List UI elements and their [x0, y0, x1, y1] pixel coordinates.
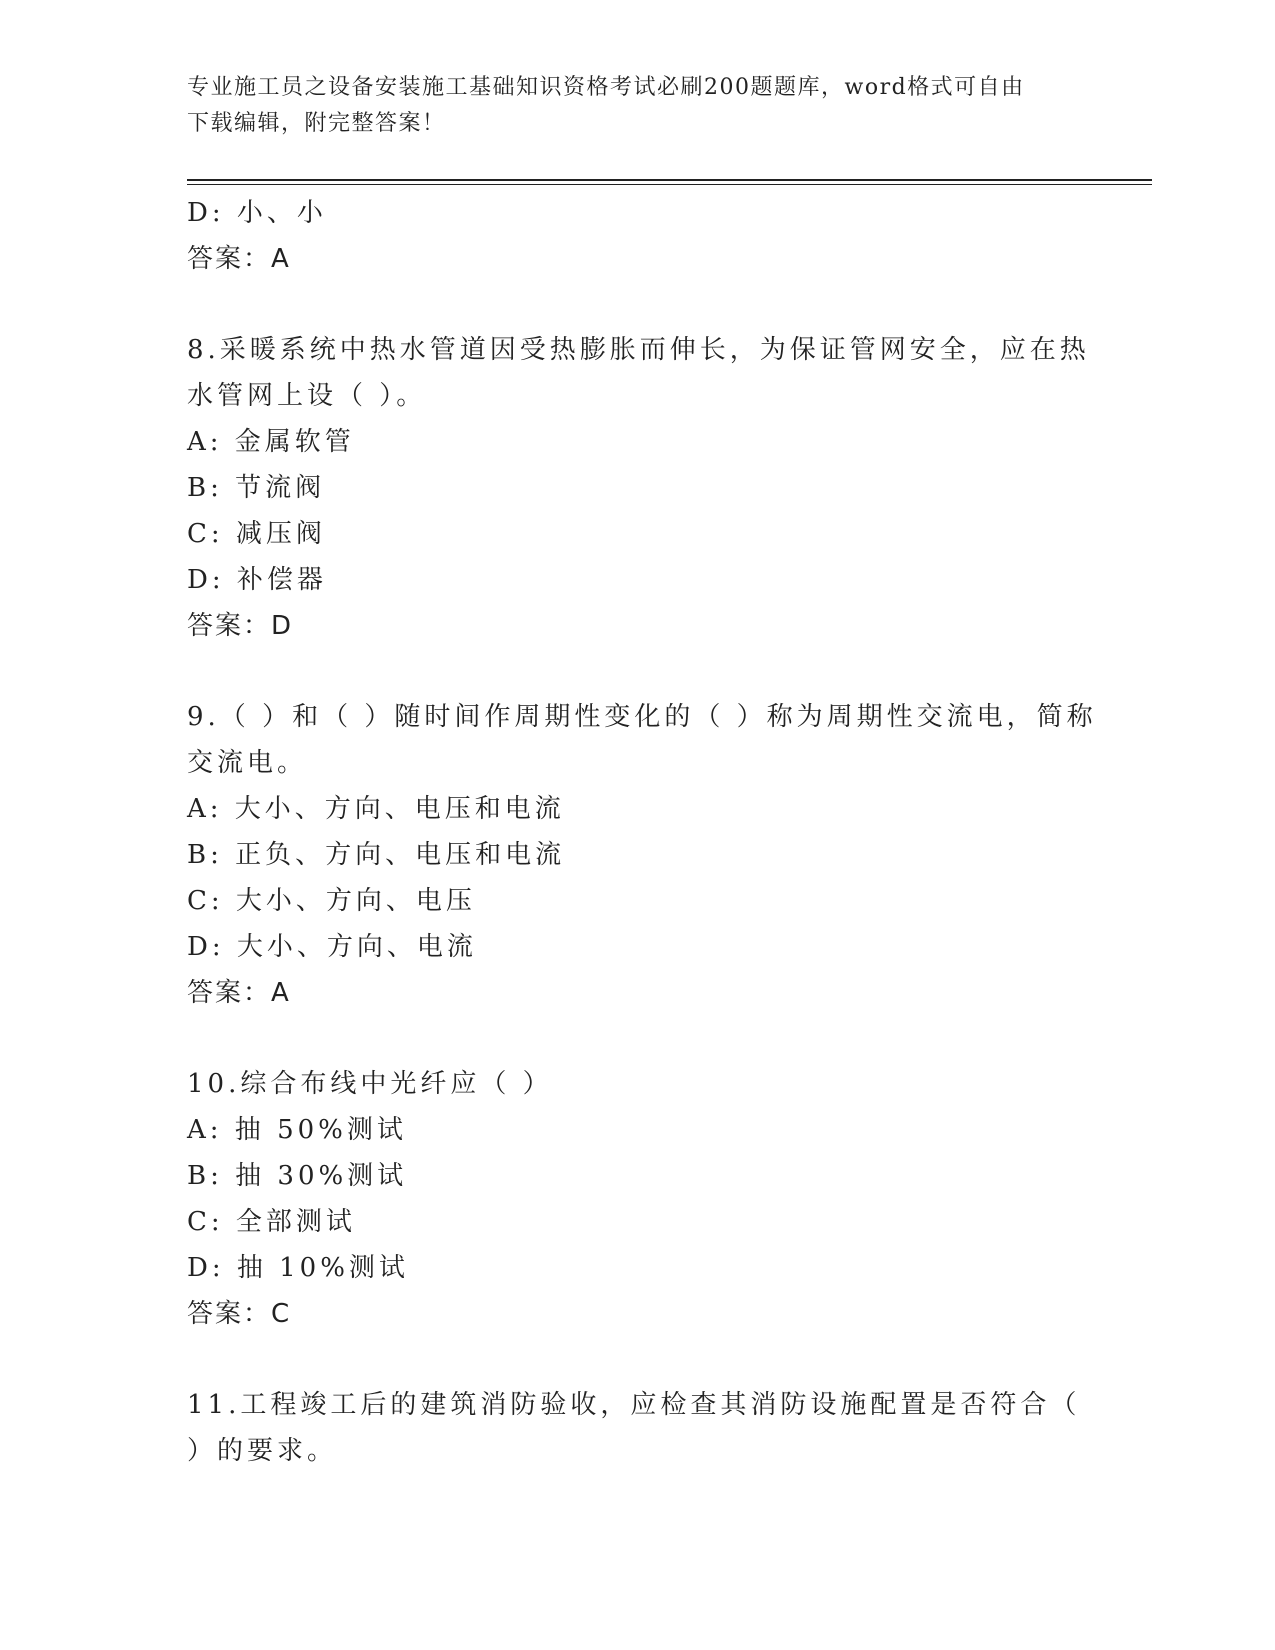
option-a: A: 金属软管 — [187, 427, 355, 457]
question-10 — [187, 1061, 1087, 1337]
question-9 — [187, 694, 1097, 1016]
header-divider-thin — [187, 184, 1152, 185]
header-divider-thick — [187, 179, 1152, 181]
option-d: D: 抽 10%测试 — [187, 1253, 409, 1283]
question-stem-cont: ）的要求。 — [187, 1436, 338, 1466]
option-a: A: 抽 50%测试 — [187, 1115, 407, 1145]
answer-label: 答案：A — [187, 244, 291, 274]
option-a: A: 大小、方向、电压和电流 — [187, 794, 565, 824]
question-stem-cont: 水管网上设（ ）。 — [187, 381, 427, 411]
answer-label: 答案：A — [187, 978, 291, 1008]
question-7-tail — [187, 190, 1087, 282]
question-stem: 9.（ ）和（ ）随时间作周期性变化的（ ）称为周期性交流电，简称 — [187, 702, 1097, 732]
page-header — [187, 70, 1067, 142]
option-c: C: 大小、方向、电压 — [187, 886, 476, 916]
question-stem-cont: 交流电。 — [187, 748, 308, 778]
answer-label: 答案：D — [187, 611, 294, 641]
question-8 — [187, 327, 1090, 649]
question-stem: 11.工程竣工后的建筑消防验收，应检查其消防设施配置是否符合（ — [187, 1390, 1081, 1420]
header-line-1: 专业施工员之设备安装施工基础知识资格考试必刷200题题库，word格式可自由 — [187, 75, 1025, 100]
option-b: B: 正负、方向、电压和电流 — [187, 840, 566, 870]
option-c: C: 全部测试 — [187, 1207, 356, 1237]
question-list — [187, 190, 1097, 1474]
answer-label: 答案：C — [187, 1299, 292, 1329]
option-c: C: 减压阀 — [187, 519, 326, 549]
option-d: D: 补偿器 — [187, 565, 327, 595]
question-11 — [187, 1382, 1087, 1474]
header-line-2: 下载编辑，附完整答案！ — [187, 111, 446, 136]
option-b: B: 节流阀 — [187, 473, 326, 503]
option-d: D: 大小、方向、电流 — [187, 932, 477, 962]
option-d: D: 小、小 — [187, 198, 327, 228]
question-stem: 10.综合布线中光纤应（ ） — [187, 1069, 553, 1099]
question-stem: 8.采暖系统中热水管道因受热膨胀而伸长，为保证管网安全，应在热 — [187, 335, 1090, 365]
option-b: B: 抽 30%测试 — [187, 1161, 408, 1191]
